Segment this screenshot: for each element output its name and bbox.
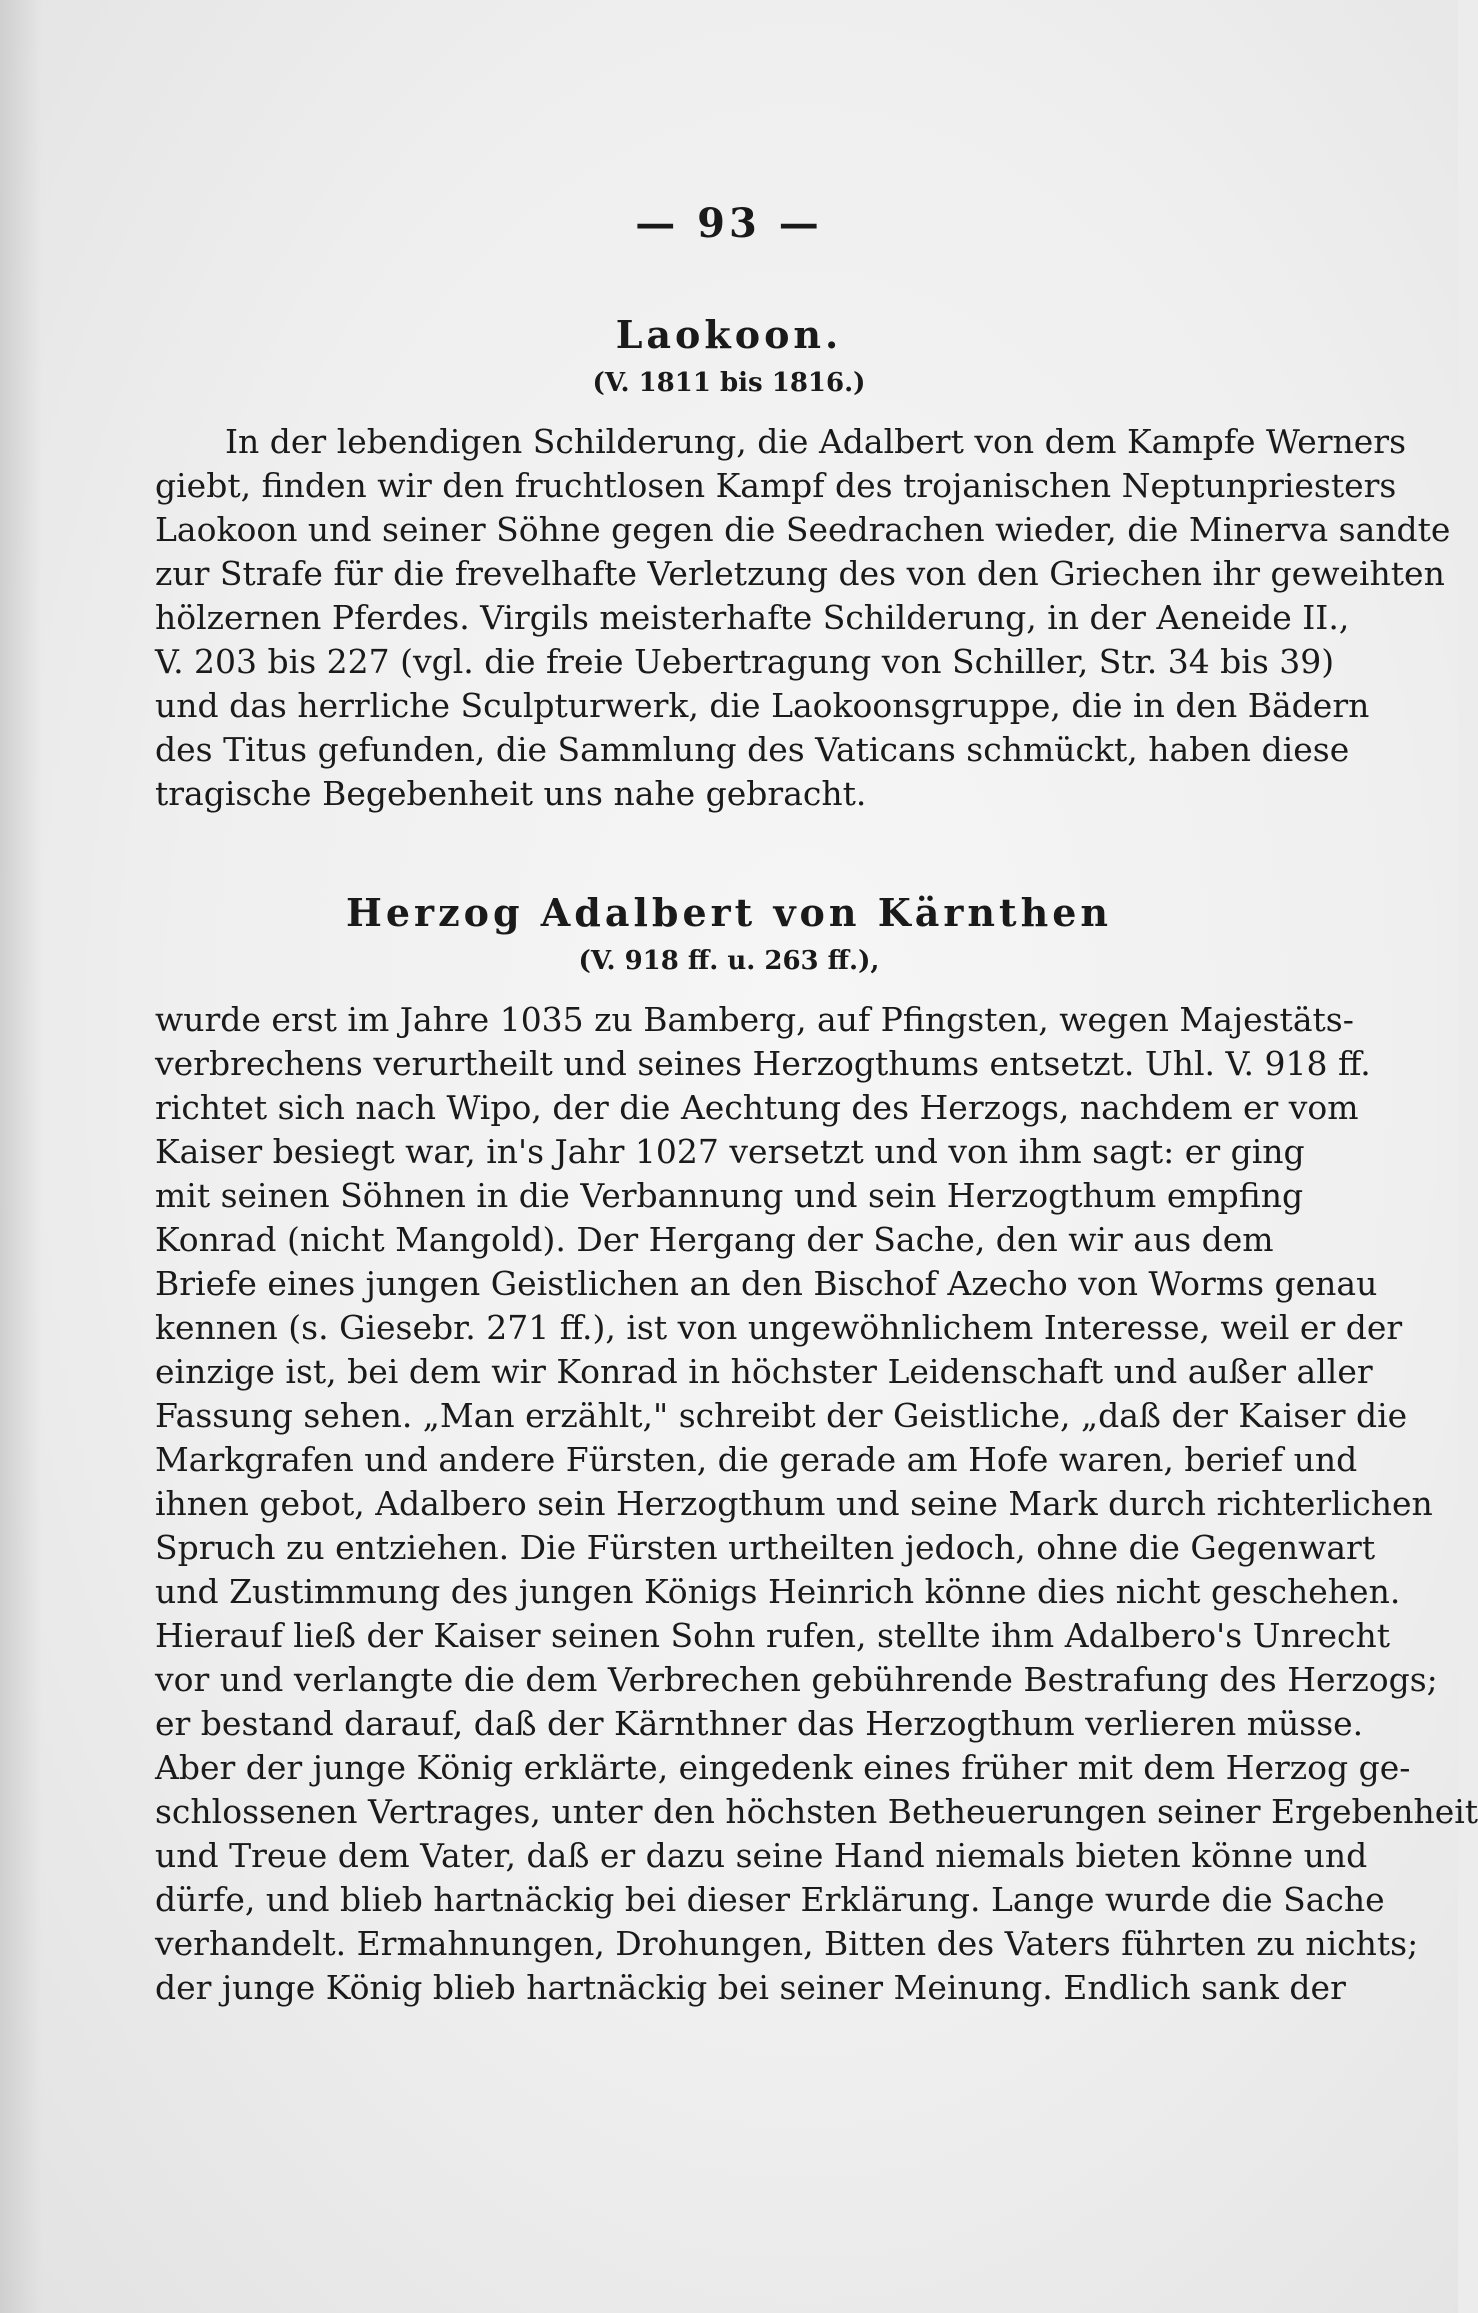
section-subtitle-herzog: (V. 918 ff. u. 263 ff.), xyxy=(578,946,880,976)
text-line: ihnen gebot, Adalbero sein Herzogthum und seine Mark durch richterlichen xyxy=(155,1484,1433,1523)
text-line: vor und verlangte die dem Verbrechen gebührende Bestrafung des Herzogs; xyxy=(155,1660,1438,1699)
text-line: Laokoon und seiner Söhne gegen die Seedrachen wieder, die Minerva sandte xyxy=(155,510,1451,549)
text-line: dürfe, und blieb hartnäckig bei dieser Erklärung. Lange wurde die Sache xyxy=(155,1880,1385,1919)
text-line: verhandelt. Ermahnungen, Drohungen, Bitten des Vaters führten zu nichts; xyxy=(155,1924,1419,1963)
text-line: Briefe eines jungen Geistlichen an den Bischof Azecho von Worms genau xyxy=(155,1264,1378,1303)
section-title-herzog: Herzog Adalbert von Kärnthen xyxy=(345,890,1113,935)
text-line: einzige ist, bei dem wir Konrad in höchster Leidenschaft und außer aller xyxy=(155,1352,1373,1391)
text-line: zur Strafe für die frevelhafte Verletzung des von den Griechen ihr geweihten xyxy=(155,554,1445,593)
page-number: — 93 — xyxy=(635,200,823,247)
text-line: kennen (s. Giesebr. 271 ff.), ist von ungewöhnlichem Interesse, weil er der xyxy=(155,1308,1403,1347)
section-title-laokoon: Laokoon. xyxy=(615,312,843,357)
text-line: und Treue dem Vater, daß er dazu seine Hand niemals bieten könne und xyxy=(155,1836,1368,1875)
text-line: er bestand darauf, daß der Kärnthner das Herzogthum verlieren müsse. xyxy=(155,1704,1364,1743)
text-line: V. 203 bis 227 (vgl. die freie Uebertragung von Schiller, Str. 34 bis 39) xyxy=(155,642,1335,681)
text-line: tragische Begebenheit uns nahe gebracht. xyxy=(155,774,867,813)
text-line: schlossenen Vertrages, unter den höchsten Betheuerungen seiner Ergebenheit xyxy=(155,1792,1478,1831)
text-line: und Zustimmung des jungen Königs Heinrich könne dies nicht geschehen. xyxy=(155,1572,1401,1611)
text-line: und das herrliche Sculpturwerk, die Laokoonsgruppe, die in den Bädern xyxy=(155,686,1370,725)
text-line: verbrechens verurtheilt und seines Herzogthums entsetzt. Uhl. V. 918 ff. xyxy=(155,1044,1371,1083)
text-line: Markgrafen und andere Fürsten, die gerade am Hofe waren, berief und xyxy=(155,1440,1358,1479)
text-line: des Titus gefunden, die Sammlung des Vaticans schmückt, haben diese xyxy=(155,730,1350,769)
text-line: wurde erst im Jahre 1035 zu Bamberg, auf Pfingsten, wegen Majestäts- xyxy=(155,1000,1354,1039)
text-line: richtet sich nach Wipo, der die Aechtung des Herzogs, nachdem er vom xyxy=(155,1088,1359,1127)
text-line: Aber der junge König erklärte, eingedenk eines früher mit dem Herzog ge- xyxy=(155,1748,1411,1787)
text-line: Hierauf ließ der Kaiser seinen Sohn rufen, stellte ihm Adalbero's Unrecht xyxy=(155,1616,1391,1655)
text-line: Konrad (nicht Mangold). Der Hergang der Sache, den wir aus dem xyxy=(155,1220,1274,1259)
text-line: In der lebendigen Schilderung, die Adalbert von dem Kampfe Werners xyxy=(225,422,1407,461)
text-line: hölzernen Pferdes. Virgils meisterhafte Schilderung, in der Aeneide II., xyxy=(155,598,1350,637)
text-line: Fassung sehen. „Man erzählt," schreibt der Geistliche, „daß der Kaiser die xyxy=(155,1396,1408,1435)
text-line: Spruch zu entziehen. Die Fürsten urtheilten jedoch, ohne die Gegenwart xyxy=(155,1528,1376,1567)
text-line: mit seinen Söhnen in die Verbannung und sein Herzogthum empfing xyxy=(155,1176,1304,1215)
section-subtitle-laokoon: (V. 1811 bis 1816.) xyxy=(592,368,866,398)
text-line: giebt, finden wir den fruchtlosen Kampf des trojanischen Neptunpriesters xyxy=(155,466,1397,505)
text-line: Kaiser besiegt war, in's Jahr 1027 versetzt und von ihm sagt: er ging xyxy=(155,1132,1305,1171)
text-line: der junge König blieb hartnäckig bei seiner Meinung. Endlich sank der xyxy=(155,1968,1346,2007)
